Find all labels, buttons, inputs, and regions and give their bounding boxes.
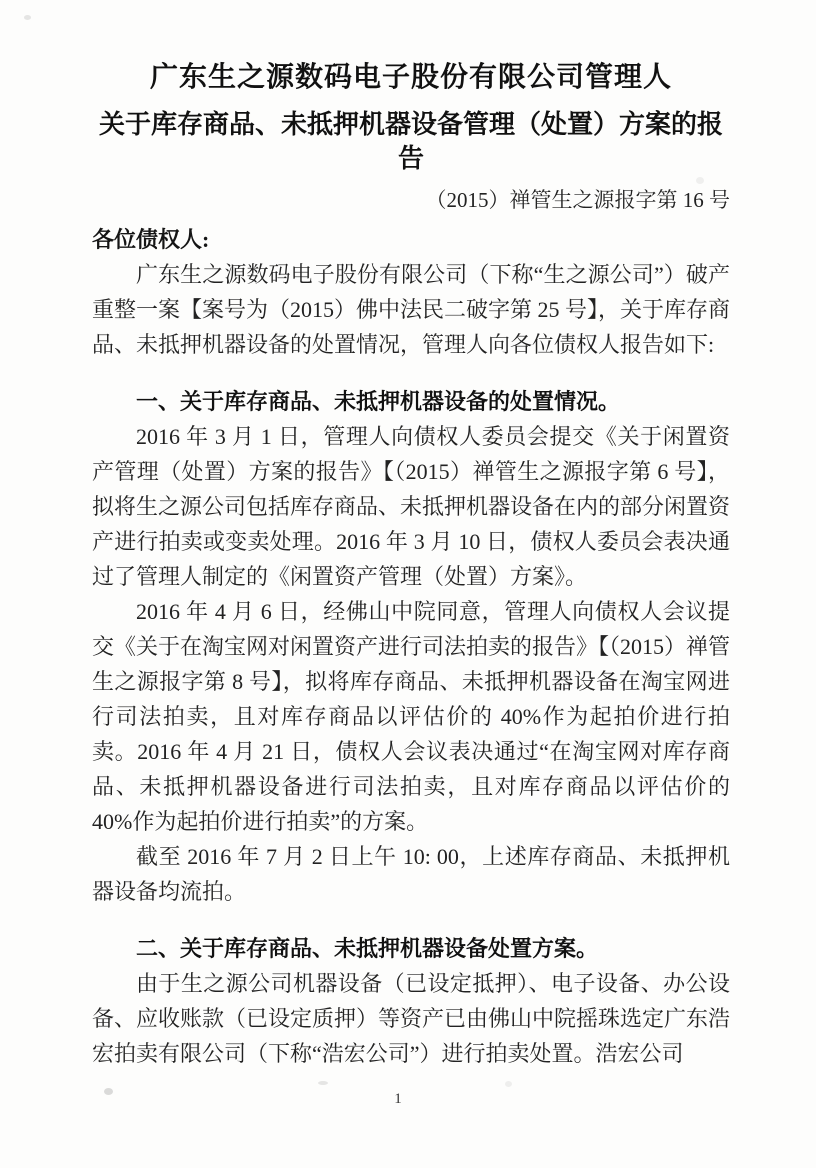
page-number: 1: [394, 1091, 402, 1107]
section-spacer: [92, 362, 730, 384]
section-1-paragraph-2: 2016 年 4 月 6 日，经佛山中院同意，管理人向债权人会议提交《关于在淘宝网对闲置资产进行司法拍卖的报告》【（2015）禅管生之源报字第 8 号】，拟将库存商品、未抵押机器设备在淘宝网进行司法拍卖，且对库存商品以评估价的 40%作为起拍价进行拍卖。2016 年 4 月 21 日，债权人会议表决通过“在淘宝网对库存商品、未抵押机器设备进行司法拍卖，且对库存商品以评估价的 40%作为起拍价进行拍卖”的方案。: [92, 599, 731, 834]
scan-speckle: [318, 1081, 328, 1085]
section-2-paragraph-1: 由于生之源公司机器设备（已设定抵押）、电子设备、办公设备、应收账款（已设定质押）等资产已由佛山中院摇珠选定广东浩宏拍卖有限公司（下称“浩宏公司”）进行拍卖处置。浩宏公司: [92, 971, 731, 1066]
doc-title-line1: 广东生之源数码电子股份有限公司管理人: [149, 62, 672, 93]
salutation: 各位债权人:: [92, 227, 210, 252]
scan-speckle: [696, 177, 704, 184]
section-spacer: [92, 909, 730, 931]
doc-number: （2015）禅管生之源报字第 16 号: [425, 188, 730, 212]
section-1-paragraph-1: 2016 年 3 月 1 日，管理人向债权人委员会提交《关于闲置资产管理（处置）方案的报告》【（2015）禅管生之源报字第 6 号】，拟将生之源公司包括库存商品、未抵押机器设备在内的部分闲置资产进行拍卖或变卖处理。2016 年 3 月 10 日，债权人委员会表决通过了管理人制定的《闲置资产管理（处置）方案》。: [92, 424, 731, 589]
section-1-paragraph-3: 截至 2016 年 7 月 2 日上午 10: 00，上述库存商品、未抵押机器设备均流拍。: [92, 844, 730, 904]
intro-paragraph: 广东生之源数码电子股份有限公司（下称“生之源公司”）破产重整一案【案号为（2015）佛中法民二破字第 25 号】，关于库存商品、未抵押机器设备的处置情况，管理人向各位债权人报告如下:: [92, 262, 731, 357]
scan-speckle: [24, 15, 31, 20]
section-2-heading: 二、关于库存商品、未抵押机器设备处置方案。: [136, 936, 599, 961]
scan-speckle: [505, 1081, 512, 1087]
doc-title-line2: 关于库存商品、未抵押机器设备管理（处置）方案的报告: [98, 110, 723, 173]
section-1-heading: 一、关于库存商品、未抵押机器设备的处置情况。: [136, 389, 621, 414]
